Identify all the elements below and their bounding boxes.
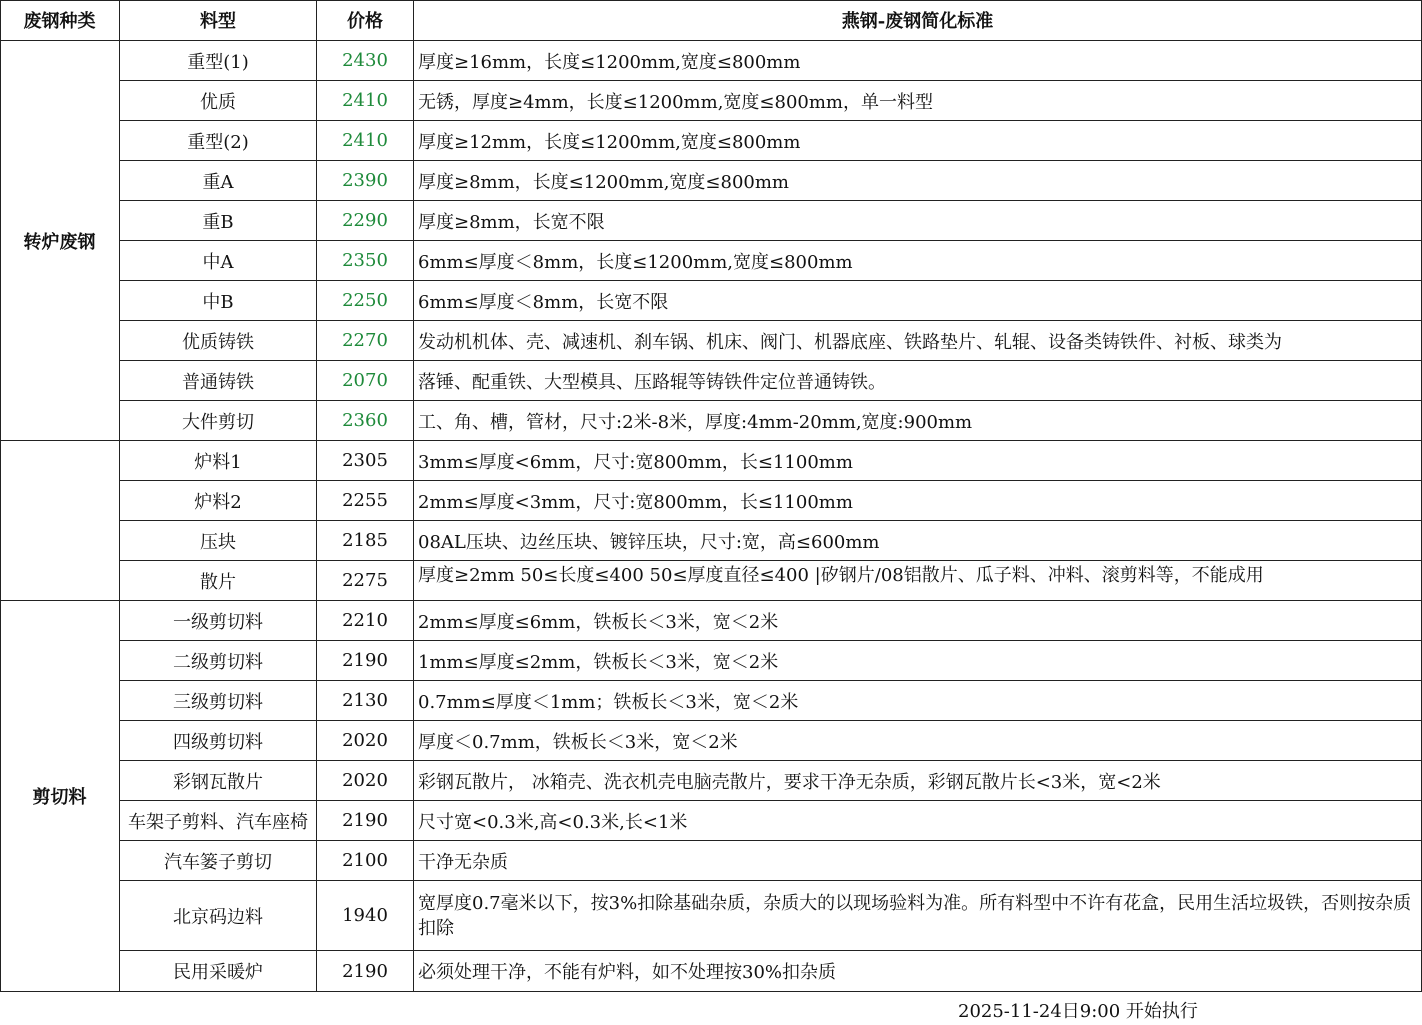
price-cell: 2360 xyxy=(317,401,414,441)
standard-cell: 宽厚度0.7毫米以下，按3%扣除基础杂质，杂质大的以现场验料为准。所有料型中不许有花盒，民用生活垃圾铁，否则按杂质扣除 xyxy=(414,881,1422,951)
type-cell: 中B xyxy=(120,281,317,321)
type-cell: 大件剪切 xyxy=(120,401,317,441)
category-cell: 剪切料 xyxy=(0,601,120,992)
header-price: 价格 xyxy=(317,0,414,41)
price-cell: 2410 xyxy=(317,121,414,161)
type-cell: 彩钢瓦散片 xyxy=(120,761,317,801)
standard-cell: 6mm≤厚度＜8mm，长度≤1200mm,宽度≤800mm xyxy=(414,241,1422,281)
standard-cell: 无锈，厚度≥4mm，长度≤1200mm,宽度≤800mm，单一料型 xyxy=(414,81,1422,121)
type-cell: 重型(2) xyxy=(120,121,317,161)
price-cell: 2430 xyxy=(317,41,414,81)
price-cell: 2290 xyxy=(317,201,414,241)
price-cell: 1940 xyxy=(317,881,414,951)
type-cell: 一级剪切料 xyxy=(120,601,317,641)
standard-cell: 6mm≤厚度＜8mm，长宽不限 xyxy=(414,281,1422,321)
type-cell: 压块 xyxy=(120,521,317,561)
type-cell: 重A xyxy=(120,161,317,201)
price-cell: 2130 xyxy=(317,681,414,721)
standard-cell: 厚度≥16mm，长度≤1200mm,宽度≤800mm xyxy=(414,41,1422,81)
type-cell: 散片 xyxy=(120,561,317,601)
type-cell: 二级剪切料 xyxy=(120,641,317,681)
header-standard: 燕钢-废钢简化标准 xyxy=(414,0,1422,41)
standard-cell: 发动机机体、壳、减速机、刹车锅、机床、阀门、机器底座、铁路垫片、轧辊、设备类铸铁件、衬板、球类为 xyxy=(414,321,1422,361)
standard-cell: 干净无杂质 xyxy=(414,841,1422,881)
price-cell: 2190 xyxy=(317,641,414,681)
price-cell: 2270 xyxy=(317,321,414,361)
type-cell: 汽车篓子剪切 xyxy=(120,841,317,881)
type-cell: 车架子剪料、汽车座椅 xyxy=(120,801,317,841)
category-cell xyxy=(0,441,120,601)
price-cell: 2185 xyxy=(317,521,414,561)
type-cell: 优质铸铁 xyxy=(120,321,317,361)
standard-cell: 2mm≤厚度≤6mm，铁板长＜3米，宽＜2米 xyxy=(414,601,1422,641)
price-cell: 2350 xyxy=(317,241,414,281)
price-cell: 2305 xyxy=(317,441,414,481)
standard-cell: 厚度≥8mm，长度≤1200mm,宽度≤800mm xyxy=(414,161,1422,201)
standard-cell: 厚度≥12mm，长度≤1200mm,宽度≤800mm xyxy=(414,121,1422,161)
type-cell: 三级剪切料 xyxy=(120,681,317,721)
type-cell: 北京码边料 xyxy=(120,881,317,951)
standard-cell: 彩钢瓦散片， 冰箱壳、洗衣机壳电脑壳散片，要求干净无杂质，彩钢瓦散片长<3米，宽<2米 xyxy=(414,761,1422,801)
price-cell: 2255 xyxy=(317,481,414,521)
price-cell: 2390 xyxy=(317,161,414,201)
type-cell: 重B xyxy=(120,201,317,241)
price-cell: 2275 xyxy=(317,561,414,601)
price-cell: 2410 xyxy=(317,81,414,121)
category-cell: 转炉废钢 xyxy=(0,41,120,441)
header-type: 料型 xyxy=(120,0,317,41)
type-cell: 重型(1) xyxy=(120,41,317,81)
standard-cell: 落锤、配重铁、大型模具、压路辊等铸铁件定位普通铸铁。 xyxy=(414,361,1422,401)
type-cell: 炉料2 xyxy=(120,481,317,521)
standard-cell: 必须处理干净，不能有炉料，如不处理按30%扣杂质 xyxy=(414,951,1422,992)
standard-cell: 1mm≤厚度≤2mm，铁板长＜3米，宽＜2米 xyxy=(414,641,1422,681)
price-cell: 2190 xyxy=(317,951,414,992)
standard-cell: 0.7mm≤厚度＜1mm；铁板长＜3米，宽＜2米 xyxy=(414,681,1422,721)
type-cell: 炉料1 xyxy=(120,441,317,481)
standard-cell: 厚度≥8mm，长宽不限 xyxy=(414,201,1422,241)
standard-cell: 3mm≤厚度<6mm，尺寸:宽800mm，长≤1100mm xyxy=(414,441,1422,481)
price-cell: 2070 xyxy=(317,361,414,401)
type-cell: 中A xyxy=(120,241,317,281)
price-cell: 2020 xyxy=(317,761,414,801)
type-cell: 四级剪切料 xyxy=(120,721,317,761)
price-cell: 2210 xyxy=(317,601,414,641)
price-cell: 2100 xyxy=(317,841,414,881)
type-cell: 优质 xyxy=(120,81,317,121)
type-cell: 普通铸铁 xyxy=(120,361,317,401)
standard-cell: 厚度≥2mm 50≤长度≤400 50≤厚度直径≤400 |矽钢片/08铝散片、瓜子料、冲料、滚剪料等，不能成用 xyxy=(414,561,1422,601)
header-category: 废钢种类 xyxy=(0,0,120,41)
standard-cell: 08AL压块、边丝压块、镀锌压块，尺寸:宽，高≤600mm xyxy=(414,521,1422,561)
standard-cell: 尺寸宽<0.3米,高<0.3米,长<1米 xyxy=(414,801,1422,841)
price-cell: 2250 xyxy=(317,281,414,321)
type-cell: 民用采暖炉 xyxy=(120,951,317,992)
price-cell: 2020 xyxy=(317,721,414,761)
standard-cell: 2mm≤厚度<3mm，尺寸:宽800mm，长≤1100mm xyxy=(414,481,1422,521)
standard-cell: 工、角、槽，管材，尺寸:2米-8米，厚度:4mm-20mm,宽度:900mm xyxy=(414,401,1422,441)
standard-cell: 厚度＜0.7mm，铁板长＜3米，宽＜2米 xyxy=(414,721,1422,761)
effective-date: 2025-11-24日9:00 开始执行 xyxy=(958,1001,1198,1022)
price-cell: 2190 xyxy=(317,801,414,841)
